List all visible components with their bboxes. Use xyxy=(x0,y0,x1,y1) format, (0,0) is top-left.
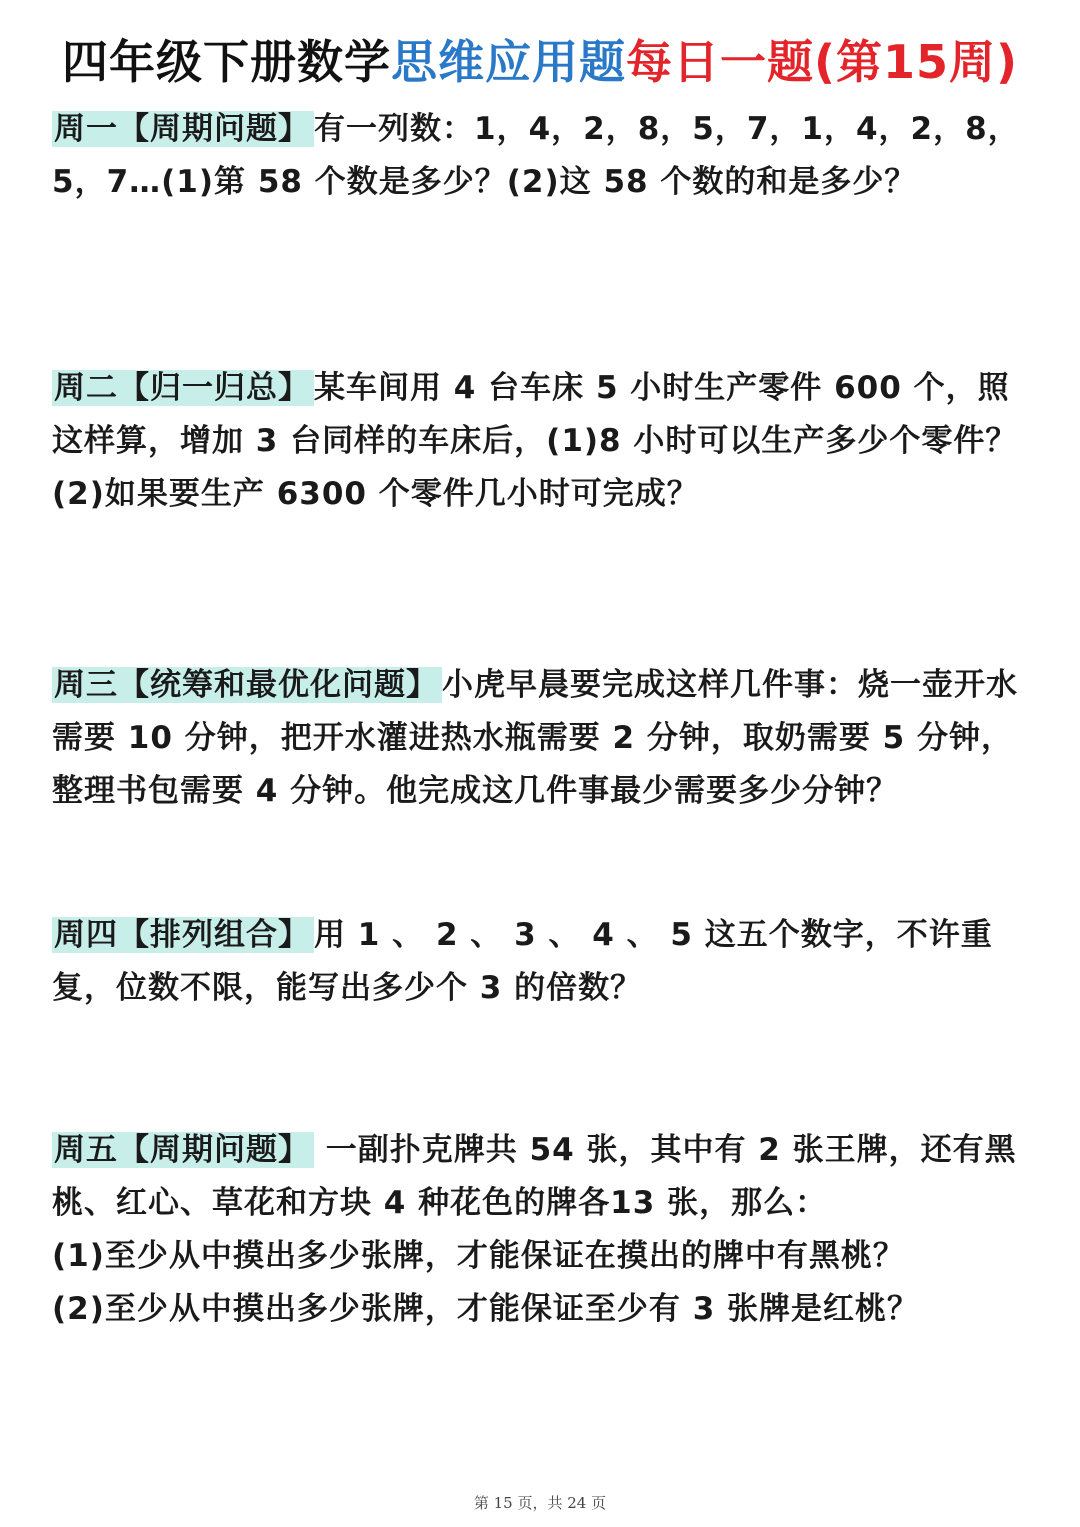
problem-text: 某车间用 4 台车床 5 小时生产零件 600 个，照这样算，增加 3 台同样的车床后，(1)8 小时可以生产多少个零件？(2)如果要生产 6300 个零件几小时可完成？ xyxy=(52,370,1018,512)
problem-wednesday xyxy=(52,659,1036,818)
problem-tag xyxy=(52,1132,314,1168)
problem-category: 【归一归总】 xyxy=(118,370,310,406)
sub-question-2: (2)至少从中摸出多少张牌，才能保证至少有 3 张牌是红桃？ xyxy=(52,1291,920,1327)
problem-text: 用 1 、 2 、 3 、 4 、 5 这五个数字，不许重复，位数不限，能写出多少个 3 的倍数？ xyxy=(52,917,993,1006)
problem-text: 有一列数：1，4，2，8，5，7，1，4，2，8，5，7…(1)第 58 个数是多少？(2)这 58 个数的和是多少？ xyxy=(52,111,1020,200)
problem-thursday xyxy=(52,909,1036,1015)
problem-text: 一副扑克牌共 54 张，其中有 2 张王牌，还有黑桃、红心、草花和方块 4 种花色的牌各13 张，那么： xyxy=(52,1132,1017,1221)
page-number-footer: 第 15 页，共 24 页 xyxy=(473,1494,607,1512)
problem-friday xyxy=(52,1124,1036,1336)
problem-day: 周一 xyxy=(54,111,118,147)
title-daily: 每日一题(第15周) xyxy=(625,35,1019,89)
problem-day: 周五 xyxy=(54,1132,118,1168)
problem-category: 【统筹和最优化问题】 xyxy=(118,667,438,703)
problem-tag xyxy=(52,370,314,406)
problem-tuesday xyxy=(52,362,1036,521)
problem-text: 小虎早晨要完成这样几件事：烧一壶开水需要 10 分钟，把开水灌进热水瓶需要 2 分钟，取奶需要 5 分钟，整理书包需要 4 分钟。他完成这几件事最少需要多少分钟？ xyxy=(52,667,1018,809)
problem-category: 【周期问题】 xyxy=(118,1132,310,1168)
problem-tag xyxy=(52,917,314,953)
problem-tag xyxy=(52,111,314,147)
problem-day: 周二 xyxy=(54,370,118,406)
title-grade: 四年级下册数学 xyxy=(61,35,391,89)
sub-question-1: (1)至少从中摸出多少张牌，才能保证在摸出的牌中有黑桃？ xyxy=(52,1238,905,1274)
problem-tag xyxy=(52,667,442,703)
page-title xyxy=(0,30,1080,94)
problem-day: 周三 xyxy=(54,667,118,703)
problem-day: 周四 xyxy=(54,917,118,953)
title-topic: 思维应用题 xyxy=(390,35,626,89)
problem-category: 【排列组合】 xyxy=(118,917,310,953)
problem-category: 【周期问题】 xyxy=(118,111,310,147)
problem-monday xyxy=(52,103,1036,209)
